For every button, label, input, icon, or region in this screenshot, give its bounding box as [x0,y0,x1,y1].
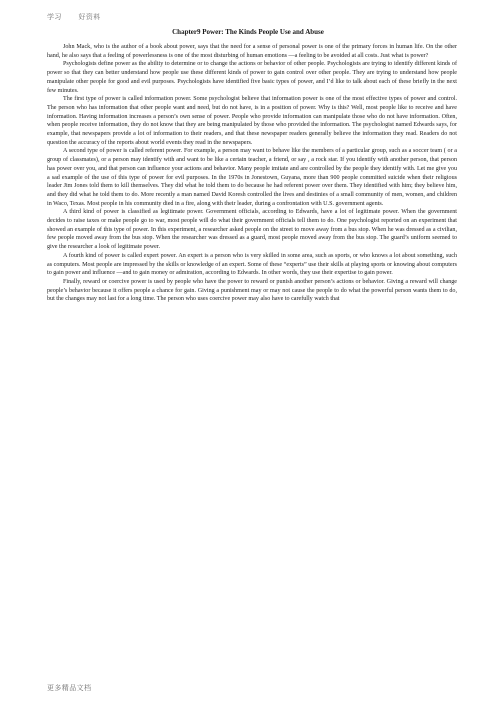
paragraph: Finally, reward or coercive power is used by people who have the power to reward or punish another person’s actions or behavior. Giving a reward will change people’s behavior because it offers people a chance for gain. Giving a punishment may or may not cause the people to do what the powerful person wants them to do, but the changes may not last for a long time. The person who uses coercive power may also have to carefully watch that [47,278,457,303]
paragraph: Psychologists define power as the ability to determine or to change the actions or behavior of other people. Psychologists are trying to identify different kinds of power so that they can better understand how people use these different kinds of power to gain control over other people. They are trying to understand how people manipulate other people for good and evil purposes. Psychologists have identified five basic types of power, and I’d like to talk about each of these briefly in the next few minutes. [47,61,457,94]
paragraph: A third kind of power is classified as legitimate power. Government officials, according to Edwards, have a lot of legitimate power. When the government decides to raise taxes or make people go to war, most people will do what their government officials tell them to do. One psychologist reported on an experiment that showed an example of this type of power. In this experiment, a researcher asked people on the street to move away from a bus stop. When he was dressed as a civilian, few people moved away from the bus stop. When the researcher was dressed as a guard, most people moved away from the bus stop. The guard’s uniform seemed to give the researcher a look of legitimate power. [47,209,457,251]
chapter-title: Chapter9 Power: The Kinds People Use and Abuse [172,28,324,36]
page-footer: 更多精品文档 [47,684,92,692]
paragraph: A fourth kind of power is called expert power. An expert is a person who is very skilled in some area, such as sports, or who knows a lot about something, such as computers. Most people are impressed by the skills or knowledge of an expert. Some of these “experts” use their skills at playing sports or knowing about computers to gain power and influence —and to gain money or admiration, according to Edwards. In other words, they use their expertise to gain power. [47,252,457,277]
document-body [47,43,457,304]
header-left-text: 学习 [47,13,62,21]
header-right-text: 好资料 [78,13,101,21]
paragraph: A second type of power is called referent power. For example, a person may want to behave like the members of a particular group, such as a soccer team ( or a group of classmates), or a person may identify with and want to be like a certain teacher, a friend, or say , a rock star. If you identify with another person, that person has power over you, and that person can influence your actions and behavior. Many people imitate and are controlled by the people they identify with. Let me give you a sad example of the use of this type of power for evil purposes. In the 1970s in Jonestown, Guyana, more than 900 people committed suicide when their religious leader Jim Jones told them to kill themselves. They did what he told them to do because he had referent power over them. They identified with him; they believe him, and they did what he told them to do. More recently a man named David Koresh controlled the lives and destinies of a small community of men, women, and children in Waco, Texas. Most people in his community died in a fire, along with their leader, during a confrontation with U.S. government agents. [47,148,457,207]
page-header [47,12,101,22]
paragraph: John Mack, who is the author of a book about power, says that the need for a sense of personal power is one of the primary forces in human life. On the other hand, he also says that a feeling of powerlessness is one of the most disturbing of human emotions —a feeling to be avoided at all costs. Just what is power? [47,44,457,59]
paragraph: The first type of power is called information power. Some psychologist believe that information power is one of the most effective types of power and control. The person who has information that other people want and need, but do not have, is in a position of power. Why is this? Well, most people like to receive and have information. Having information increases a person’s own sense of power. People who provide information can manipulate those who do not have information. Often, when people receive information, they do not know that they are being manipulated by those who provided the information. The psychologist named Edwards says, for example, that newspapers provide a lot of information to their readers, and that these newspaper readers generally believe the information they read. Readers do not question the accuracy of the reports about world events they read in the newspapers. [47,96,457,146]
